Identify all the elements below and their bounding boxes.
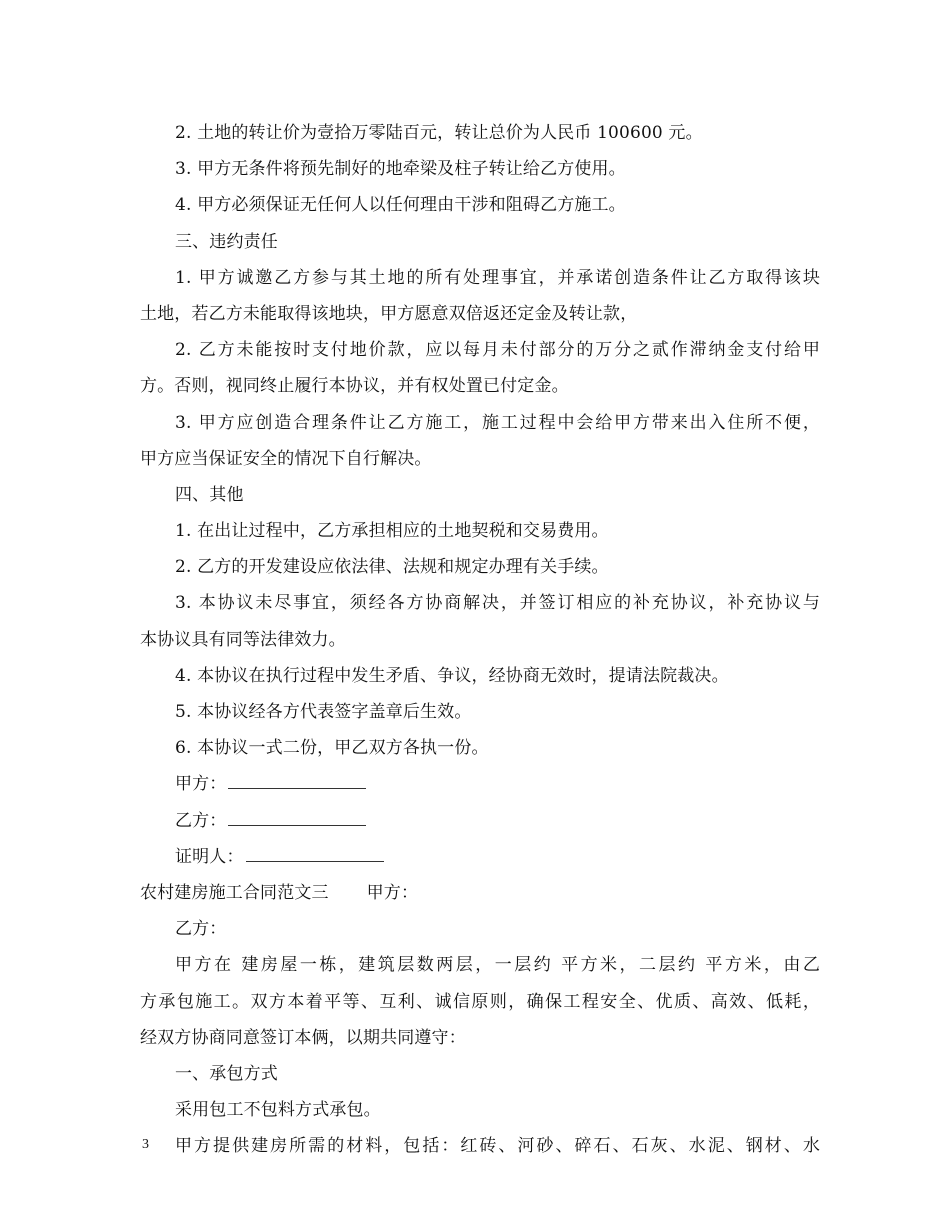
- signature-party-a: [140, 766, 820, 802]
- signature-blank-line: [246, 846, 384, 862]
- paragraph-line: 土地，若乙方未能取得该地块，甲方愿意双倍返还定金及转让款，: [140, 303, 638, 324]
- paragraph-line: 经双方协商同意签订本俩，以期共同遵守：: [140, 1027, 466, 1048]
- signature-label: 证明人：: [175, 846, 244, 867]
- section-heading: 三、违约责任: [175, 231, 278, 252]
- paragraph-line: 1. 在出让过程中，乙方承担相应的土地契税和交易费用。: [175, 521, 609, 542]
- signature-label: 乙方：: [175, 810, 227, 831]
- paragraph-line: 5. 本协议经各方代表签字盖章后生效。: [175, 702, 472, 722]
- document-body: [140, 115, 820, 1164]
- paragraph-line: 乙方：: [175, 919, 227, 940]
- signature-witness: [140, 839, 820, 875]
- paragraph-line: 方。否则，视同终止履行本协议，并有权处置已付定金。: [140, 376, 569, 397]
- paragraph-line: 2. 土地的转让价为壹拾万零陆百元，转让总价为人民币 100600 元。: [175, 123, 703, 143]
- section-title-line: [140, 875, 820, 911]
- section-heading: 一、承包方式: [175, 1063, 278, 1084]
- paragraph-line: 本协议具有同等法律效力。: [140, 629, 346, 650]
- paragraph-line: 3. 甲方应创造合理条件让乙方施工，施工过程中会给甲方带来出入住所不便，: [175, 412, 820, 433]
- signature-blank-line: [228, 810, 366, 826]
- paragraph-line: 2. 乙方未能按时支付地价款，应以每月未付部分的万分之贰作滞纳金支付给甲: [175, 340, 820, 361]
- paragraph-line: 6. 本协议一式二份，甲乙双方各执一份。: [175, 738, 489, 759]
- signature-blank-line: [228, 773, 366, 789]
- paragraph-line: 甲方应当保证安全的情况下自行解决。: [140, 448, 432, 469]
- section-party-a: 甲方：: [366, 882, 419, 903]
- paragraph-line: 4. 甲方必须保证无任何人以任何理由干涉和阻碍乙方施工。: [175, 195, 626, 216]
- section-title: 农村建房施工合同范文三: [140, 882, 329, 903]
- paragraph-line: 甲方在 建房屋一栋，建筑层数两层，一层约 平方米，二层约 平方米，由乙: [175, 955, 820, 976]
- page-number: 3: [142, 1137, 149, 1152]
- paragraph-line: 1. 甲方诚邀乙方参与其土地的所有处理事宜，并承诺创造条件让乙方取得该块: [175, 267, 820, 288]
- paragraph-line: 2. 乙方的开发建设应依法律、法规和规定办理有关手续。: [175, 557, 609, 578]
- section-heading: 四、其他: [175, 484, 244, 505]
- paragraph-line: 4. 本协议在执行过程中发生矛盾、争议，经协商无效时，提请法院裁决。: [175, 665, 729, 686]
- paragraph-line: 甲方提供建房所需的材料，包括：红砖、河砂、碎石、石灰、水泥、钢材、水: [175, 1136, 820, 1157]
- signature-label: 甲方：: [175, 774, 227, 795]
- paragraph-line: 3. 本协议未尽事宜，须经各方协商解决，并签订相应的补充协议，补充协议与: [175, 593, 820, 614]
- paragraph-line: 方承包施工。双方本着平等、互利、诚信原则，确保工程安全、优质、高效、低耗，: [140, 991, 820, 1012]
- signature-party-b: [140, 803, 820, 839]
- paragraph-line: 采用包工不包料方式承包。: [175, 1100, 381, 1121]
- paragraph-line: 3. 甲方无条件将预先制好的地牵梁及柱子转让给乙方使用。: [175, 159, 626, 180]
